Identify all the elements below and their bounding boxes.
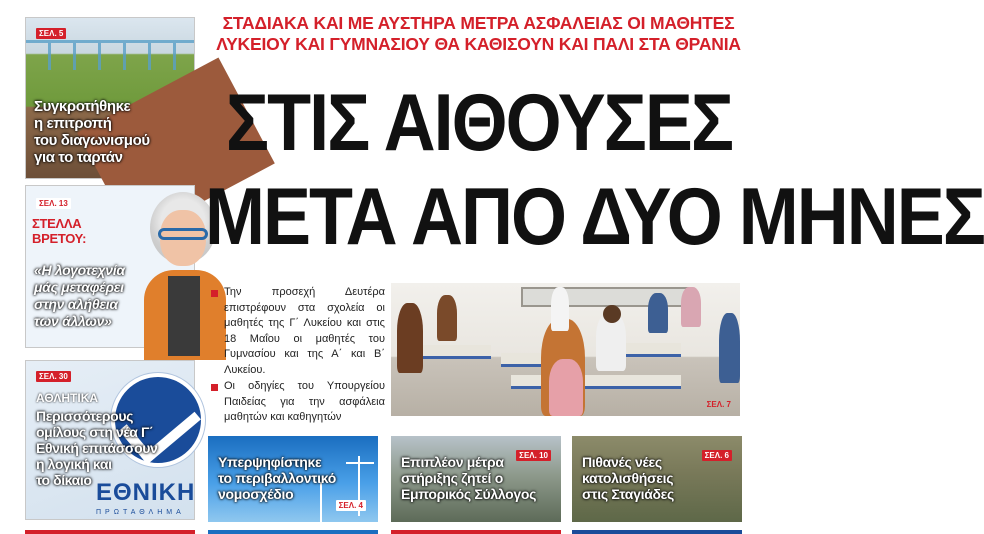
page-ref: ΣΕΛ. 7 [706, 400, 731, 409]
teaser-interview[interactable] [25, 185, 195, 348]
page-ref: ΣΕΛ. 13 [36, 198, 71, 209]
teaser-caption: Περισσότερους ομίλους στη νέα Γ΄ Εθνική επιτάσσουν η λογική και το δίκαιο [36, 408, 158, 488]
page-ref: ΣΕΛ. 10 [516, 450, 551, 461]
page-ref: ΣΕΛ. 30 [36, 371, 71, 382]
page-ref: ΣΕΛ. 6 [702, 450, 732, 461]
article-summary [210, 285, 385, 427]
teaser-merchants[interactable] [391, 436, 561, 522]
section-label: ΑΘΛΗΤΙΚΑ [36, 391, 99, 405]
interviewee-name: ΣΤΕΛΛΑ ΒΡΕΤΟΥ: [32, 216, 87, 246]
teaser-caption: Πιθανές νέες κατολισθήσεις στις Σταγιάδες [582, 454, 675, 502]
classroom-photo[interactable] [391, 283, 740, 416]
bullet-point: Την προσεχή Δευτέρα επιστρέφουν στα σχολεία οι μαθητές της Γ΄ Λυκείου και στις 18 Μαΐου οι μαθητές του Γυμνασίου και της Α΄ και Β΄ Λυκείου. [210, 285, 385, 378]
divider-strip [572, 530, 742, 534]
teaser-caption: Υπερψηφίστηκε το περιβαλλοντικό νομοσχέδιο [218, 454, 337, 502]
teaser-sports[interactable] [25, 360, 195, 520]
teaser-caption: Συγκροτήθηκε η επιτροπή του διαγωνισμού για το ταρτάν [34, 98, 150, 166]
divider-strip [25, 530, 195, 534]
page-ref: ΣΕΛ. 4 [336, 500, 366, 511]
divider-strip [391, 530, 561, 534]
fence-graphic [26, 40, 194, 70]
league-logo-subtext: ΠΡΩΤΑΘΛΗΜΑ [96, 509, 185, 516]
league-logo-text: ΕΘΝΙΚΗ [96, 479, 196, 506]
page-ref: ΣΕΛ. 5 [36, 28, 66, 39]
teaser-landslides[interactable] [572, 436, 742, 522]
teaser-tartan[interactable] [25, 17, 195, 179]
teaser-environment[interactable] [208, 436, 378, 522]
headline-kicker: ΣΤΑΔΙΑΚΑ ΚΑΙ ΜΕ ΑΥΣΤΗΡΑ ΜΕΤΡΑ ΑΣΦΑΛΕΙΑΣ ΟΙ ΜΑΘΗΤΕΣ ΛΥΚΕΙΟΥ ΚΑΙ ΓΥΜΝΑΣΙΟΥ ΘΑ ΚΑΘΙΣΟΥΝ ΚΑΙ ΠΑΛΙ ΣΤΑ ΘΡΑΝΙΑ [216, 13, 741, 54]
teaser-caption: Επιπλέον μέτρα στήριξης ζητεί ο Εμπορικός Σύλλογος [401, 454, 537, 502]
bullet-point: Οι οδηγίες του Υπουργείου Παιδείας για την ασφάλεια μαθητών και καθηγητών [210, 379, 385, 426]
divider-strip [208, 530, 378, 534]
main-headline[interactable]: ΣΤΙΣ ΑΙΘΟΥΣΕΣ ΜΕΤΑ ΑΠΟ ΔΥΟ ΜΗΝΕΣ [205, 78, 984, 262]
interview-quote: «Η λογοτεχνία μάς μεταφέρει στην αλήθεια των άλλων» [34, 262, 125, 329]
